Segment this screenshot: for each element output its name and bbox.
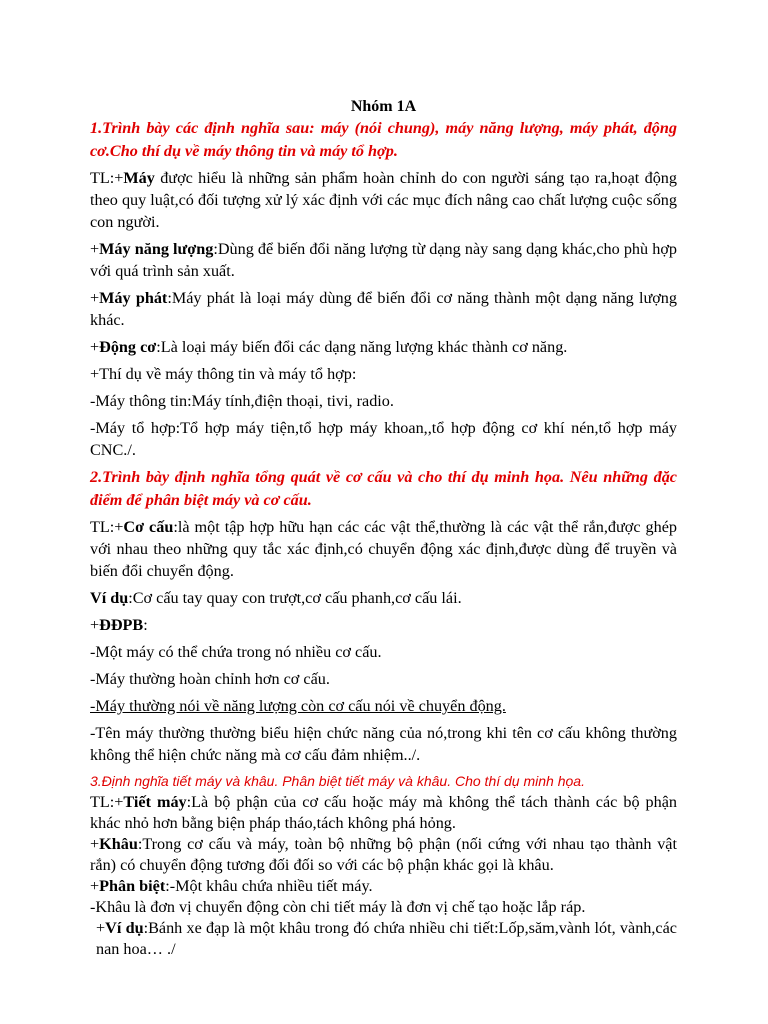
text: :-Một khâu chứa nhiều tiết máy. [165,877,373,895]
list-item: -Tên máy thường thường biểu hiện chức năng của nó,trong khi tên cơ cấu không thường không thể hiện chức năng mà cơ cấu đảm nhiệm../. [90,724,677,764]
text: :Bánh xe đạp là một khâu trong đó chứa nhiều chi tiết:Lốp,săm,vành lót, vành,các nan hoa… ./ [96,919,677,958]
lead: + [90,616,100,634]
list-item: -Máy thường hoàn chỉnh hơn cơ cấu. [90,670,330,688]
text: :Trong cơ cấu và máy, toàn bộ những bộ phận (nối cứng với nhau tạo thành vật rắn) có chuyển động tương đối đối so với các bộ phận khác gọi là khâu. [90,835,677,874]
lead: + [90,835,100,853]
question-3: 3.Định nghĩa tiết máy và khâu. Phân biệt tiết máy và khâu. Cho thí dụ minh họa. [90,773,585,789]
page-body [90,97,677,960]
para-phan-biet [90,876,677,897]
lead: + [90,289,100,307]
lead: + [96,919,106,937]
para-may-to-hop: -Máy tổ hợp:Tổ hợp máy tiện,tổ hợp máy khoan,,tổ hợp động cơ khí nén,tổ hợp máy CNC./. [90,419,677,459]
lead: + [90,240,100,258]
text: :Là loại máy biến đổi các dạng năng lượng khác thành cơ năng. [156,338,568,356]
question-1: 1.Trình bày các định nghĩa sau: máy (nói chung), máy năng lượng, máy phát, động cơ.Cho thí dụ về máy thông tin và máy tổ hợp. [90,119,677,160]
term-dong-co: Động cơ [99,338,157,356]
term-may-nang-luong: Máy năng lượng [99,240,214,258]
para-may [90,167,677,233]
term-vi-du-2: Ví dụ [105,919,144,937]
para-vi-du [90,587,677,609]
text: : [143,616,148,634]
lead: TL:+ [90,793,124,811]
para-may-thong-tin: -Máy thông tin:Máy tính,điện thoại, tivi, radio. [90,392,394,410]
lead: TL:+ [90,169,124,187]
lead: + [90,338,100,356]
term-may: Máy [123,169,155,187]
para-co-cau [90,516,677,582]
para-may-phat [90,287,677,331]
text: :Là bộ phận của cơ cấu hoặc máy mà không thể tách thành các bộ phận khác nhỏ hơn bằng biện pháp tháo,tách không phá hỏng. [90,793,677,832]
para-vi-du-2 [90,918,677,960]
lead: TL:+ [90,518,124,536]
term-tiet-may: Tiết máy [123,793,187,811]
list-item: -Máy thường nói về năng lượng còn cơ cấu nói về chuyển động. [90,697,506,715]
text: :Máy phát là loại máy dùng để biến đổi cơ năng thành một dạng năng lượng khác. [90,289,677,329]
text: :Dùng để biến đổi năng lượng từ dạng này sang dạng khác,cho phù hợp với quá trình sản xuất. [90,240,677,280]
document-title: Nhóm 1A [350,98,417,115]
list-item: -Một máy có thể chứa trong nó nhiều cơ cấu. [90,643,382,661]
para-dong-co [90,336,677,358]
question-2: 2.Trình bày định nghĩa tổng quát về cơ cấu và cho thí dụ minh họa. Nêu những đặc điểm để phân biệt máy và cơ cấu. [90,468,677,509]
term-phan-biet: Phân biệt [99,877,166,895]
para-may-nang-luong [90,238,677,282]
text: :Cơ cấu tay quay con trượt,cơ cấu phanh,cơ cấu lái. [128,589,462,607]
term-ddpb: ĐĐPB [99,616,144,634]
para-ddpb [90,614,677,636]
term-co-cau: Cơ cấu [123,518,174,536]
term-may-phat: Máy phát [99,289,168,307]
para-tiet-may [90,792,677,834]
para-thi-du: +Thí dụ về máy thông tin và máy tổ hợp: [90,365,357,383]
text: được hiểu là những sản phẩm hoàn chỉnh do con người sáng tạo ra,hoạt động theo quy luật,có đối tượng xử lý xác định với các mục đích nâng cao chất lượng cuộc sống con người. [90,169,677,231]
para-khau [90,834,677,876]
text: :là một tập hợp hữu hạn các các vật thể,thường là các vật thể rắn,được ghép với nhau theo những quy tắc xác định,có chuyển động xác định,được dùng để truyền và biến đổi chuyển động. [90,518,677,580]
term-vi-du: Ví dụ [90,589,129,607]
term-khau: Khâu [99,835,138,853]
lead: + [90,877,100,895]
para-khau-don-vi: -Khâu là đơn vị chuyển động còn chi tiết máy là đơn vị chế tạo hoặc lắp ráp. [90,898,586,916]
